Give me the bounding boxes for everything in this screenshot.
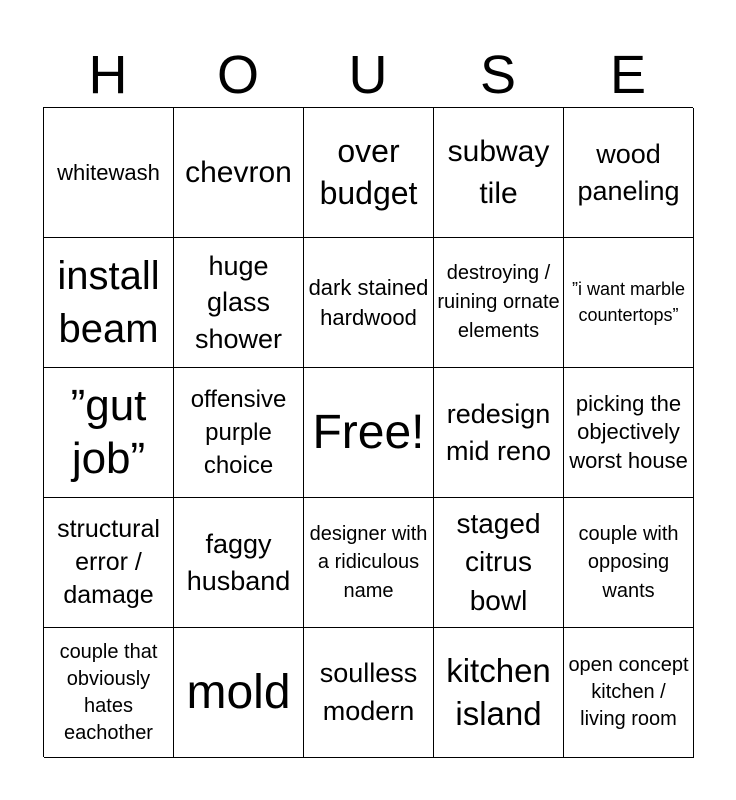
bingo-cell[interactable] (174, 238, 304, 368)
bingo-cell[interactable] (564, 368, 694, 498)
bingo-cell[interactable] (44, 368, 174, 498)
bingo-board (43, 107, 693, 757)
cell-text: redesign mid reno (445, 399, 552, 466)
bingo-cell[interactable] (44, 108, 174, 238)
bingo-cell[interactable] (174, 628, 304, 758)
bingo-cell[interactable] (44, 628, 174, 758)
cell-text: mold (186, 665, 291, 719)
bingo-header (43, 44, 693, 104)
cell-text: staged citrus bowl (456, 507, 541, 616)
bingo-cell[interactable] (174, 498, 304, 628)
bingo-cell[interactable] (304, 498, 434, 628)
cell-text: kitchen island (446, 651, 551, 732)
cell-text: designer with a ridiculous name (309, 522, 428, 602)
bingo-cell[interactable] (304, 108, 434, 238)
cell-text: ”i want marble countertops” (571, 279, 686, 325)
cell-text: whitewash (57, 159, 160, 185)
bingo-cell[interactable] (174, 368, 304, 498)
bingo-cell[interactable] (44, 498, 174, 628)
cell-text: install beam (57, 253, 160, 351)
bingo-cell[interactable] (564, 108, 694, 238)
cell-text: destroying / ruining ornate elements (437, 262, 560, 342)
bingo-cell[interactable] (564, 628, 694, 758)
header-letter-h: H (88, 45, 128, 105)
cell-text: soulless modern (319, 658, 418, 726)
cell-text: over budget (319, 132, 418, 211)
cell-text: offensive purple choice (190, 385, 287, 480)
bingo-cell[interactable] (564, 238, 694, 368)
bingo-cell[interactable] (434, 238, 564, 368)
bingo-cell[interactable] (434, 498, 564, 628)
cell-text: Free! (312, 405, 425, 459)
header-letter-s: S (479, 45, 517, 105)
cell-text: subway tile (447, 135, 550, 210)
bingo-cell[interactable] (434, 108, 564, 238)
bingo-cell[interactable] (304, 628, 434, 758)
cell-text: couple with opposing wants (578, 522, 679, 602)
bingo-cell[interactable] (44, 238, 174, 368)
cell-text: huge glass shower (194, 251, 283, 354)
cell-text: ”gut job” (70, 380, 147, 483)
cell-text: couple that obviously hates eachother (59, 640, 158, 744)
bingo-cell[interactable] (434, 628, 564, 758)
header-letter-u: U (348, 45, 388, 105)
header-letter-e: E (609, 45, 647, 105)
bingo-cell[interactable] (564, 498, 694, 628)
bingo-cell[interactable] (174, 108, 304, 238)
header-letter-o: O (216, 45, 259, 105)
cell-text: picking the objectively worst house (569, 391, 688, 473)
cell-text: faggy husband (186, 529, 291, 596)
bingo-cell[interactable] (304, 238, 434, 368)
cell-text: chevron (185, 155, 292, 189)
bingo-cell[interactable] (434, 368, 564, 498)
cell-text: structural error / damage (57, 515, 160, 609)
cell-text: wood paneling (577, 139, 680, 206)
cell-text: dark stained hardwood (308, 275, 429, 330)
cell-text: open concept kitchen / living room (568, 654, 689, 730)
bingo-cell[interactable] (304, 368, 434, 498)
